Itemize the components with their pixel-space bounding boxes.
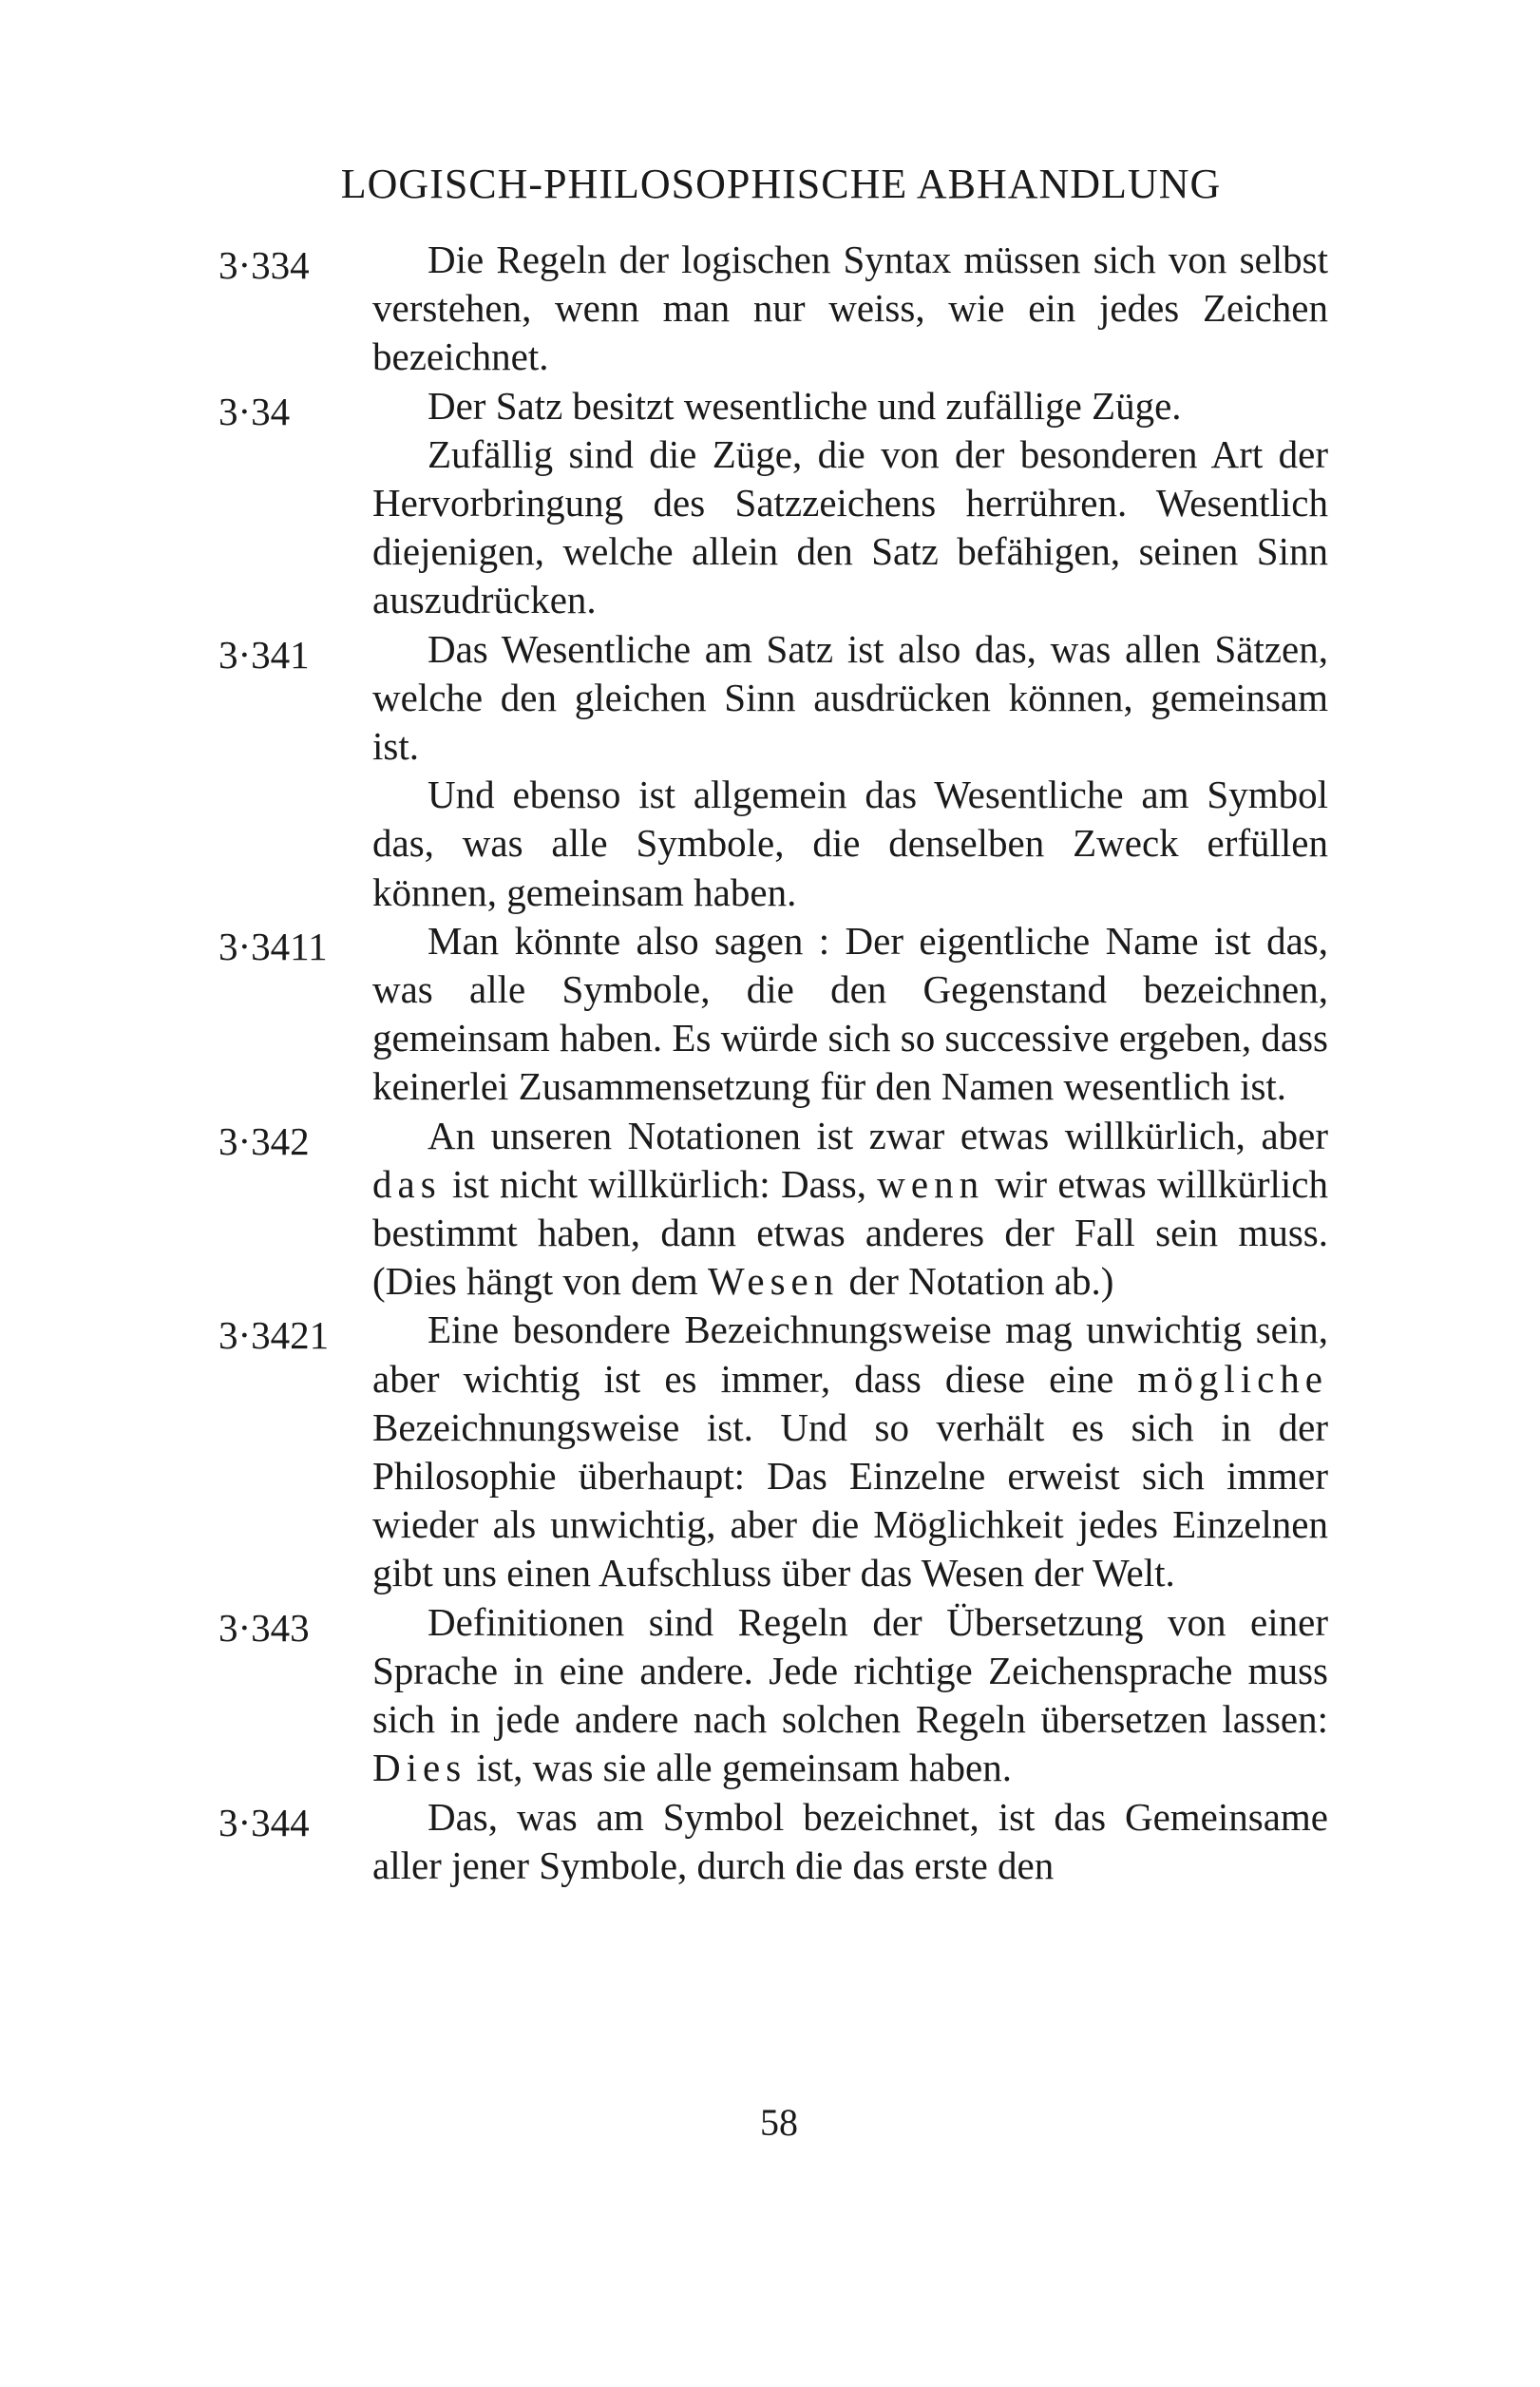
emphasized-text: mögliche bbox=[1137, 1356, 1328, 1401]
paragraph-text: ist, was sie alle gemeinsam haben. bbox=[466, 1746, 1012, 1790]
proposition-number: 3·343 bbox=[219, 1605, 310, 1650]
proposition-number: 3·3411 bbox=[219, 924, 328, 968]
proposition-paragraph bbox=[372, 917, 1328, 1112]
proposition-paragraph bbox=[372, 1598, 1328, 1793]
paragraph-text: Definitionen sind Regeln der Übersetzung von einer Sprache in eine andere. Jede richtige Zeichensprache muss sich in jede andere nach solchen Regeln übersetzen lassen: bbox=[372, 1599, 1328, 1742]
proposition-paragraph bbox=[372, 382, 1328, 430]
paragraph-text: Das Wesentliche am Satz ist also das, was allen Sätzen, welche den gleichen Sinn ausdrücken können, gemeinsam ist. bbox=[372, 626, 1328, 769]
proposition-entry bbox=[219, 1306, 1330, 1597]
paragraph-text: Man könnte also sagen : Der eigentliche Name ist das, was alle Symbole, die den Gegenstand bezeichnen, gemeinsam haben. Es würde sich so successive ergeben, dass keinerlei Zusammensetzung für den Namen wesentlich ist. bbox=[372, 918, 1328, 1109]
paragraph-text: Die Regeln der logischen Syntax müssen sich von selbst verstehen, wenn man nur weiss, wie ein jedes Zeichen bezeichnet. bbox=[372, 238, 1328, 379]
proposition-entry bbox=[219, 1598, 1330, 1793]
proposition-paragraph bbox=[372, 1112, 1328, 1307]
proposition-entry bbox=[219, 917, 1330, 1112]
proposition-paragraph bbox=[372, 1306, 1328, 1597]
paragraph-text: Bezeichnungsweise ist. Und so verhält es sich in der Philosophie überhaupt: Das Einzelne erweist sich immer wieder als unwichtig, aber die Möglichkeit jedes Einzelnen gibt uns einen Aufschluss über das Wesen der Welt. bbox=[372, 1404, 1328, 1595]
proposition-entry bbox=[219, 625, 1330, 917]
emphasized-text: Wesen bbox=[707, 1259, 840, 1304]
paragraph-text: Das, was am Symbol bezeichnet, ist das Gemeinsame aller jener Symbole, durch die das erste den bbox=[372, 1794, 1328, 1887]
proposition-number: 3·341 bbox=[219, 632, 310, 677]
proposition-number: 3·342 bbox=[219, 1118, 310, 1163]
proposition-number: 3·3421 bbox=[219, 1313, 330, 1358]
emphasized-text: das bbox=[372, 1161, 442, 1206]
proposition-entry bbox=[219, 1793, 1330, 1890]
proposition-paragraph bbox=[372, 771, 1328, 917]
paragraph-text: Und ebenso ist allgemein das Wesentliche am Symbol das, was alle Symbole, die denselben Zweck erfüllen können, gemeinsam haben. bbox=[372, 773, 1328, 914]
emphasized-text: wenn bbox=[877, 1161, 985, 1206]
paragraph-text: An unseren Notationen ist zwar etwas willkürlich, aber bbox=[428, 1113, 1328, 1157]
paragraph-text: Eine besondere Bezeichnungsweise mag unwichtig sein, aber wichtig ist es immer, dass diese eine bbox=[372, 1308, 1328, 1401]
proposition-entry bbox=[219, 1112, 1330, 1307]
proposition-paragraph bbox=[372, 1793, 1328, 1890]
paragraph-text: der Notation ab.) bbox=[839, 1259, 1114, 1304]
running-head: LOGISCH-PHILOSOPHISCHE ABHANDLUNG bbox=[340, 161, 1222, 207]
paragraph-text: ist nicht willkürlich: Dass, bbox=[441, 1161, 878, 1206]
proposition-number: 3·34 bbox=[219, 389, 291, 433]
emphasized-text: Dies bbox=[372, 1746, 467, 1790]
proposition-number: 3·334 bbox=[219, 243, 310, 287]
proposition-number: 3·344 bbox=[219, 1800, 310, 1844]
proposition-paragraph bbox=[372, 430, 1328, 625]
page-number: 58 bbox=[760, 2101, 798, 2144]
text-body bbox=[219, 236, 1330, 1890]
paragraph-text: wir etwas willkürlich bestimmt haben, dann etwas anderes der Fall sein muss. (Dies hängt von dem bbox=[372, 1161, 1328, 1304]
paragraph-text: Zufällig sind die Züge, die von der besonderen Art der Hervorbringung des Satzzeichens herrühren. Wesentlich diejenigen, welche allein den Satz befähigen, seinen Sinn auszudrücken. bbox=[372, 431, 1328, 622]
proposition-entry bbox=[219, 382, 1330, 625]
proposition-paragraph bbox=[372, 236, 1328, 382]
proposition-entry bbox=[219, 236, 1330, 382]
paragraph-text: Der Satz besitzt wesentliche und zufällige Züge. bbox=[428, 383, 1182, 428]
proposition-paragraph bbox=[372, 625, 1328, 772]
